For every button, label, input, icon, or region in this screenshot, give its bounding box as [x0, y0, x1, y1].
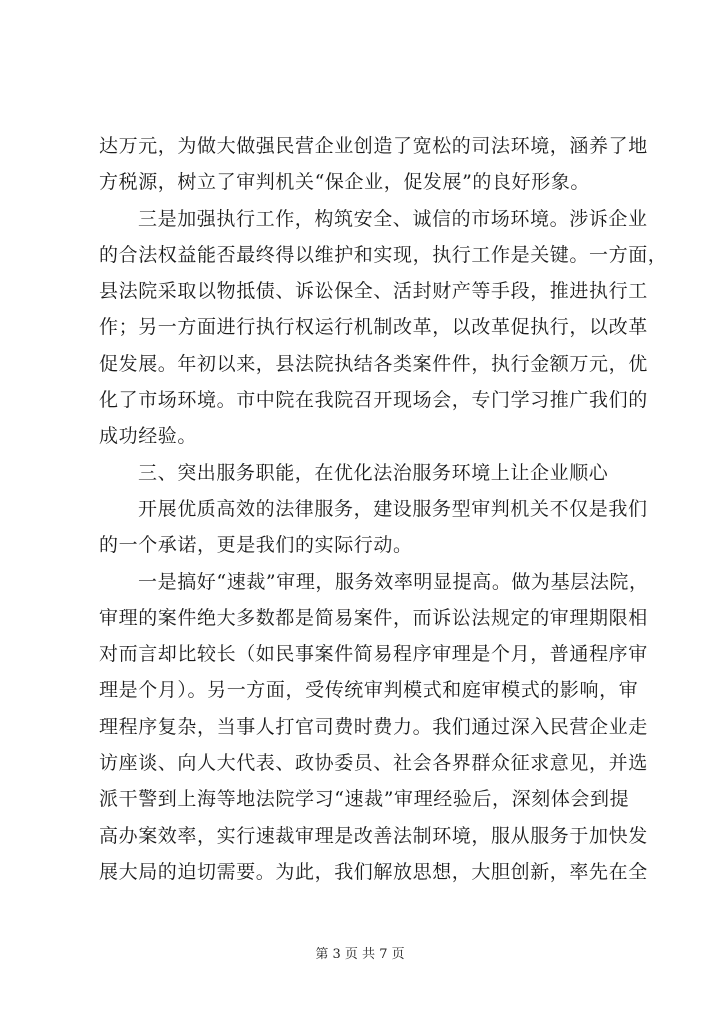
text-line: 理是个月）。另一方面，受传统审判模式和庭审模式的影响，审	[99, 679, 639, 702]
text-line: 开展优质高效的法律服务，建设服务型审判机关不仅是我们	[138, 497, 648, 520]
text-line: 三是加强执行工作，构筑安全、诚信的市场环境。涉诉企业	[138, 207, 648, 230]
page-number: 第 3 页 共 7 页	[315, 947, 405, 962]
text-line: 达万元，为做大做强民营企业创造了宽松的司法环境，涵养了地	[99, 135, 648, 157]
text-line: 成功经验。	[99, 425, 198, 448]
text-line: 理程序复杂，当事人打官司费时费力。我们通过深入民营企业走	[99, 715, 648, 738]
text-line: 访座谈、向人大代表、政协委员、社会各界群众征求意见，并选	[99, 752, 648, 775]
text-line: 展大局的迫切需要。为此，我们解放思想，大胆创新，率先在全	[99, 860, 648, 883]
text-line: 的合法权益能否最终得以维护和实现，执行工作是关键。一方面，	[99, 243, 668, 266]
text-line: 化了市场环境。市中院在我院召开现场会，专门学习推广我们的	[99, 389, 648, 412]
section-heading: 三、突出服务职能，在优化法治服务环境上让企业顺心	[138, 461, 609, 484]
text-line: 的一个承诺，更是我们的实际行动。	[99, 534, 413, 557]
text-line: 一是搞好“速裁”审理，服务效率明显提高。做为基层法院，	[138, 570, 649, 593]
text-line: 促发展。年初以来，县法院执结各类案件件，执行金额万元，优	[99, 352, 648, 375]
text-line: 作；另一方面进行执行权运行机制改革，以改革促执行，以改革	[99, 316, 648, 339]
text-line: 县法院采取以物抵债、诉讼保全、活封财产等手段，推进执行工	[99, 280, 648, 303]
text-line: 派干警到上海等地法院学习“速裁”审理经验后，深刻体会到提	[99, 788, 630, 811]
text-line: 高办案效率，实行速裁审理是改善法制环境，服从服务于加快发	[99, 824, 648, 847]
text-line: 审理的案件绝大多数都是简易案件，而诉讼法规定的审理期限相	[99, 606, 648, 629]
body-text	[99, 128, 668, 890]
text-line: 对而言却比较长（如民事案件简易程序审理是个月，普通程序审	[99, 643, 648, 666]
text-line: 方税源，树立了审判机关“保企业，促发展”的良好形象。	[99, 171, 591, 194]
page-footer	[0, 943, 720, 962]
